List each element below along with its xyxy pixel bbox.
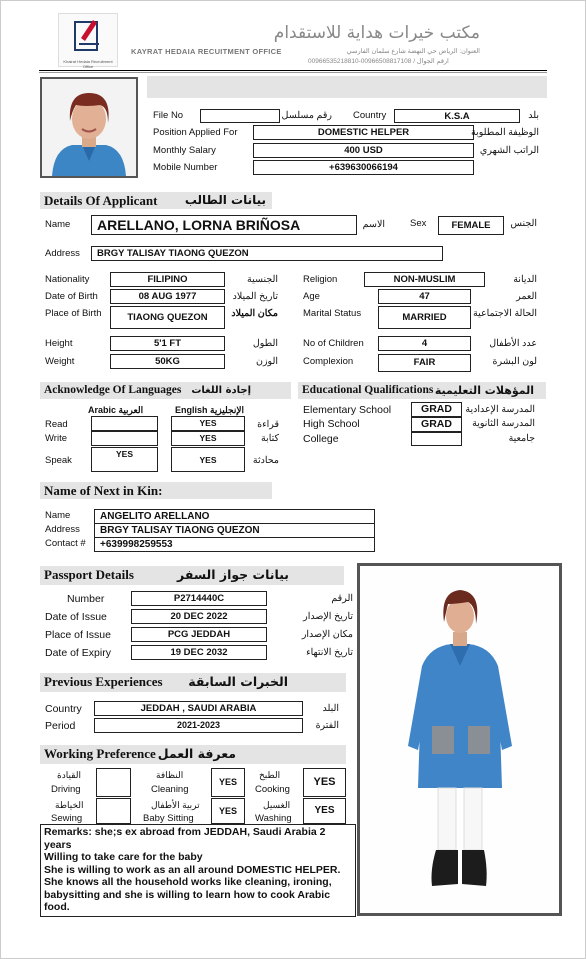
dob-ar: تاريخ الميلاد: [232, 291, 278, 302]
experience-header: [40, 673, 346, 692]
experience-header-ar: الخبرات السابقة: [188, 674, 288, 689]
exp-period-value: 2021-2023: [94, 718, 303, 733]
passport-header-ar: بيانات جواز السفر: [177, 567, 289, 582]
name-ar: الاسم: [362, 219, 385, 230]
mobile-value: +639630066194: [253, 160, 474, 175]
country-value: K.S.A: [394, 109, 520, 123]
arabic-col-label: Arabic العربية: [88, 405, 144, 415]
children-label: No of Children: [303, 338, 364, 349]
file-no-label: File No: [153, 110, 184, 121]
read-ar: قراءة: [257, 419, 279, 430]
salary-ar: الراتب الشهري: [479, 145, 539, 156]
passport-number-value: P2714440C: [131, 591, 267, 606]
age-label: Age: [303, 291, 320, 302]
marital-value: MARRIED: [378, 306, 471, 329]
nationality-value: FILIPINO: [110, 272, 225, 287]
washing-value: YES: [303, 798, 346, 824]
kin-address-label: Address: [45, 524, 80, 535]
name-label: Name: [45, 219, 71, 230]
file-no-ar: رقم مسلسل: [281, 110, 332, 121]
cooking-label: Cooking: [255, 784, 290, 795]
height-ar: الطول: [252, 338, 278, 349]
elem-ar: المدرسة الإعدادية: [465, 404, 535, 415]
write-arabic: [91, 431, 158, 446]
exp-country-ar: البلد: [322, 703, 339, 714]
name-value: ARELLANO, LORNA BRIÑOSA: [91, 215, 357, 235]
cleaning-value: YES: [211, 768, 245, 797]
top-banner: [147, 76, 547, 98]
read-label: Read: [45, 419, 68, 430]
religion-ar: الديانة: [513, 274, 537, 285]
speak-label: Speak: [45, 455, 72, 466]
weight-value: 50KG: [110, 354, 225, 369]
babysitting-value: YES: [211, 798, 245, 824]
speak-arabic: YES: [91, 447, 158, 472]
children-ar: عدد الأطفال: [489, 338, 537, 349]
expiry-label: Date of Expiry: [45, 647, 111, 659]
experience-header-en: Previous Experiences: [44, 674, 163, 689]
salary-label: Monthly Salary: [153, 145, 216, 156]
driving-value: [96, 768, 131, 797]
elem-value: GRAD: [411, 402, 462, 417]
position-value: DOMESTIC HELPER: [253, 125, 474, 140]
full-body-photo-icon: [360, 566, 559, 913]
company-phones: 00966535218810-00966508817108 / ارقم الجوال: [308, 58, 449, 65]
expiry-ar: تاريخ الانتهاء: [306, 647, 353, 658]
logo-caption: Khairat Hedaia Recruitment Office: [63, 59, 113, 69]
write-label: Write: [45, 433, 67, 444]
elem-label: Elementary School: [303, 404, 392, 416]
washing-ar: الغسيل: [263, 800, 291, 810]
complexion-label: Complexion: [303, 356, 354, 367]
driving-label: Driving: [51, 784, 81, 795]
applicant-header: [40, 192, 272, 209]
applicant-portrait-icon: [42, 79, 136, 176]
high-label: High School: [303, 418, 360, 430]
sewing-label: Sewing: [51, 813, 83, 824]
religion-label: Religion: [303, 274, 338, 285]
sex-label: Sex: [410, 218, 427, 229]
preference-header-ar: معرفة العمل: [157, 746, 236, 761]
sewing-ar: الخياطة: [55, 800, 84, 810]
preference-header-en: Working Preference: [44, 746, 156, 761]
marital-label: Marital Status: [303, 308, 362, 319]
nationality-label: Nationality: [45, 274, 90, 285]
remarks-line-2: Willing to take care for the baby: [44, 851, 203, 863]
logo-mark-icon: [59, 14, 119, 54]
applicant-header-ar: بيانات الطالب: [184, 193, 266, 207]
english-col-label: English الإنجليزية: [175, 405, 244, 415]
position-label: Position Applied For: [153, 127, 238, 138]
header-divider-2: [39, 72, 547, 73]
education-header: [298, 382, 546, 399]
country-label: Country: [353, 110, 387, 121]
kin-contact-label: Contact #: [45, 538, 86, 549]
children-value: 4: [378, 336, 471, 351]
washing-label: Washing: [255, 813, 292, 824]
sex-ar: الجنس: [510, 218, 537, 229]
write-ar: كتابة: [260, 433, 279, 444]
high-ar: المدرسة الثانوية: [472, 418, 535, 429]
pob-value: TIAONG QUEZON: [110, 306, 225, 329]
religion-value: NON-MUSLIM: [364, 272, 485, 287]
cleaning-ar: النظافة: [156, 770, 184, 780]
cooking-value: YES: [303, 768, 346, 797]
exp-country-label: Country: [45, 703, 82, 715]
company-name-en: KAYRAT HEDAIA RECUITMENT OFFICE: [131, 47, 282, 56]
sex-value: FEMALE: [438, 216, 504, 235]
education-header-en: Educational Qualifications: [302, 384, 434, 396]
high-value: GRAD: [411, 417, 462, 432]
passport-number-label: Number: [67, 593, 105, 605]
company-logo: [58, 13, 118, 67]
weight-ar: الوزن: [255, 356, 278, 367]
cleaning-label: Cleaning: [151, 784, 189, 795]
applicant-photo-full: [357, 563, 562, 916]
languages-header-ar: إجادة اللغات: [191, 385, 251, 396]
applicant-photo-small: [40, 77, 138, 178]
kin-name-label: Name: [45, 510, 71, 521]
babysitting-label: Baby Sitting: [143, 813, 194, 824]
kin-header: Name of Next in Kin:: [40, 482, 272, 499]
place-label: Place of Issue: [45, 629, 111, 641]
header-divider: [39, 70, 547, 71]
issue-ar: تاريخ الإصدار: [303, 611, 353, 622]
passport-header-en: Passport Details: [44, 567, 134, 582]
kin-contact-value: +639998259553: [94, 537, 375, 552]
issue-value: 20 DEC 2022: [131, 609, 267, 624]
college-ar: جامعية: [508, 433, 535, 444]
position-ar: الوظيفة المطلوبة: [470, 127, 539, 138]
country-ar: بلد: [528, 110, 539, 121]
file-no-value: [200, 109, 280, 123]
sewing-value: [96, 798, 131, 824]
kin-address-value: BRGY TALISAY TIAONG QUEZON: [94, 523, 375, 538]
exp-period-label: Period: [45, 720, 76, 732]
college-value: [411, 432, 462, 446]
read-arabic: [91, 416, 158, 431]
applicant-header-en: Details Of Applicant: [44, 193, 158, 208]
education-header-ar: المؤهلات التعليمية: [434, 384, 534, 397]
company-address: العنوان: الرياض حي النهضة شارع سلمان الفارسي: [346, 48, 480, 55]
company-name-ar: مكتب خيرات هداية للاستقدام: [273, 23, 480, 43]
languages-header: [40, 382, 291, 399]
nationality-ar: الجنسية: [247, 274, 278, 285]
exp-period-ar: الفترة: [315, 720, 339, 731]
salary-value: 400 USD: [253, 143, 474, 158]
issue-label: Date of Issue: [45, 611, 107, 623]
languages-header-en: Acknowledge Of Languages: [44, 384, 182, 396]
mobile-label: Mobile Number: [153, 162, 218, 173]
babysitting-ar: تربية الأطفال: [151, 800, 200, 810]
complexion-value: FAIR: [378, 354, 471, 372]
exp-country-value: JEDDAH , SAUDI ARABIA: [94, 701, 303, 716]
age-ar: العمر: [516, 291, 537, 302]
read-english: YES: [171, 416, 245, 431]
driving-ar: القيادة: [57, 770, 81, 780]
dob-value: 08 AUG 1977: [110, 289, 225, 304]
kin-name-value: ANGELITO ARELLANO: [94, 509, 375, 524]
passport-header: [40, 566, 344, 585]
complexion-ar: لون البشرة: [492, 356, 537, 367]
speak-english: YES: [171, 447, 245, 472]
college-label: College: [303, 433, 339, 445]
address-value: BRGY TALISAY TIAONG QUEZON: [91, 246, 443, 261]
weight-label: Weight: [45, 356, 75, 367]
height-label: Height: [45, 338, 73, 349]
marital-ar: الحالة الاجتماعية: [473, 308, 537, 319]
place-value: PCG JEDDAH: [131, 627, 267, 642]
dob-label: Date of Birth: [45, 291, 98, 302]
remarks-line-1: Remarks: she;s ex abroad from JEDDAH, Saudi Arabia 2 years: [44, 826, 326, 851]
speak-ar: محادثة: [252, 455, 279, 466]
address-label: Address: [45, 248, 80, 259]
remarks-line-3: She is willing to work as an all around DOMESTIC HELPER. She knows all the household works like cleaning, ironing, babysitting and she is willing to learn how to cook Arabic food.: [44, 863, 341, 913]
expiry-value: 19 DEC 2032: [131, 645, 267, 660]
cooking-ar: الطبخ: [259, 770, 281, 780]
remarks-box: [40, 824, 356, 917]
age-value: 47: [378, 289, 471, 304]
pob-label: Place of Birth: [45, 308, 102, 319]
preference-header: [40, 745, 346, 764]
write-english: YES: [171, 431, 245, 446]
pob-ar: مكان الميلاد: [231, 308, 278, 319]
passport-number-ar: الرقم: [331, 593, 353, 604]
place-ar: مكان الإصدار: [301, 629, 353, 640]
height-value: 5'1 FT: [110, 336, 225, 351]
